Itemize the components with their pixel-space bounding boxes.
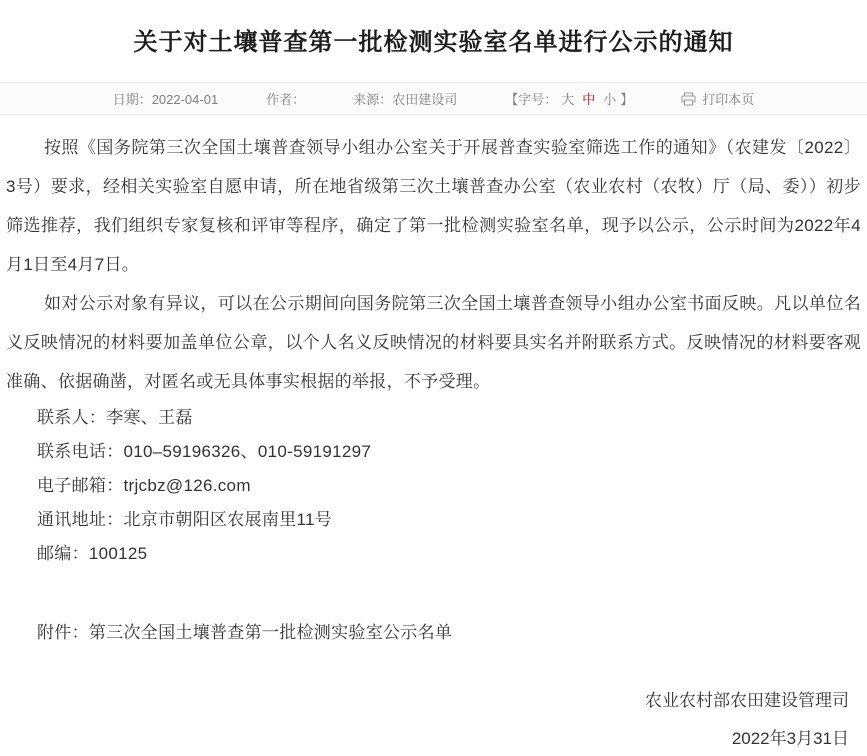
attachment-link[interactable]: 附件：第三次全国土壤普查第一批检测实验室公示名单 xyxy=(37,623,453,642)
print-label: 打印本页 xyxy=(702,92,755,107)
meta-author: 作者： xyxy=(266,92,306,107)
page-title: 关于对土壤普查第一批检测实验室名单进行公示的通知 xyxy=(133,29,734,56)
notice-content xyxy=(0,115,867,756)
postal-code-line: 邮编：100125 xyxy=(37,544,148,563)
notice-paragraph-2: 如对公示对象有异议，可以在公示期间向国务院第三次全国土壤普查领导小组办公室书面反映。凡以单位名义反映情况的材料要加盖单位公章，以个人名义反映情况的材料要具实名并附联系方式。反映情况的材料要客观准确、依据确凿，对匿名或无具体事实根据的举报，不予受理。 xyxy=(6,294,861,391)
contact-address-line: 通讯地址：北京市朝阳区农展南里11号 xyxy=(37,510,333,529)
signature-block xyxy=(6,684,861,756)
meta-date: 日期：2022-04-01 xyxy=(112,92,219,107)
print-button[interactable] xyxy=(681,89,754,108)
font-size-control xyxy=(505,89,633,108)
font-size-large-button[interactable]: 大 xyxy=(561,92,575,107)
contact-phone-line: 联系电话：010–59196326、010-59191297 xyxy=(37,442,372,461)
meta-source: 来源：农田建设司 xyxy=(353,92,458,107)
font-size-suffix: 】 xyxy=(620,92,634,107)
font-size-small-button[interactable]: 小 xyxy=(603,92,617,107)
signature-org: 农业农村部农田建设管理司 xyxy=(645,691,849,710)
font-size-prefix: 【字号： xyxy=(505,92,558,107)
printer-icon xyxy=(681,92,696,106)
signature-date: 2022年3月31日 xyxy=(731,729,849,748)
contact-email-line: 电子邮箱：trjcbz@126.com xyxy=(37,476,251,495)
font-size-medium-button[interactable]: 中 xyxy=(582,92,596,107)
contact-person-line: 联系人：李寒、王磊 xyxy=(37,408,193,427)
notice-paragraph-1: 按照《国务院第三次全国土壤普查领导小组办公室关于开展普查实验室筛选工作的通知》（农建发〔2022〕3号）要求，经相关实验室自愿申请，所在地省级第三次土壤普查办公室（农业农村（农牧）厅（局、委））初步筛选推荐，我们组织专家复核和评审等程序，确定了第一批检测实验室名单，现予以公示，公示时间为2022年4月1日至4月7日。 xyxy=(6,138,861,274)
meta-bar xyxy=(0,82,867,115)
